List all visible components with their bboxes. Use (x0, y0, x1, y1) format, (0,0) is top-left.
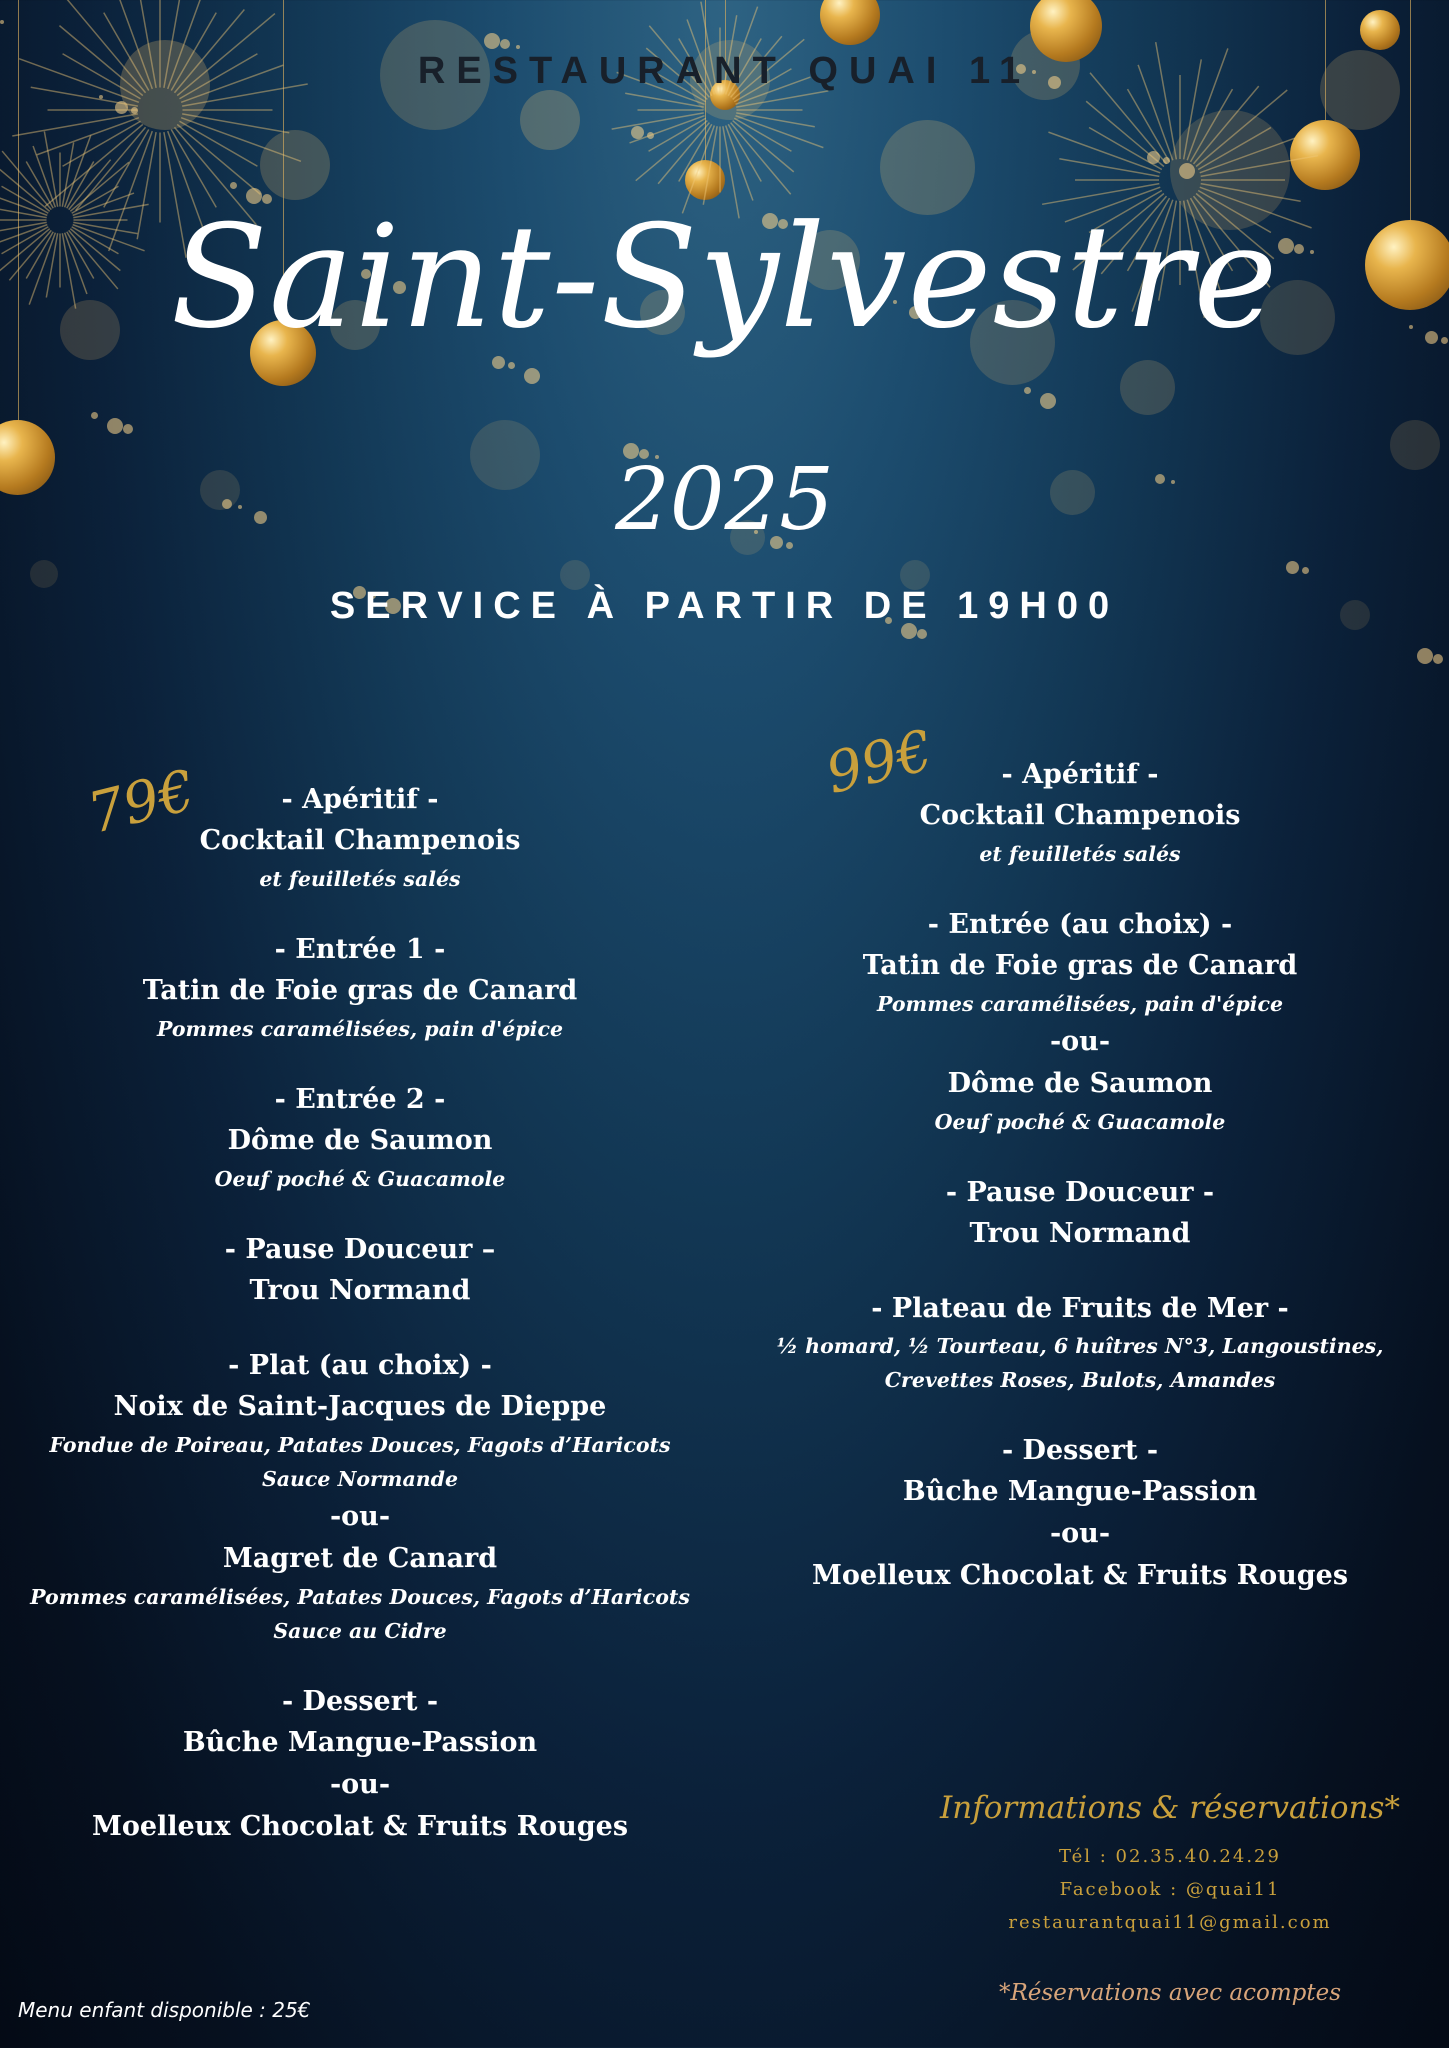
year: 2025 (615, 450, 834, 550)
course-heading: - Entrée (au choix) - (927, 909, 1233, 940)
course-heading: - Dessert - (281, 1686, 439, 1717)
dish-name: Moelleux Chocolat & Fruits Rouges (811, 1560, 1349, 1591)
dish-description: Sauce Normande (261, 1467, 459, 1491)
dish-description: Crevettes Roses, Bulots, Amandes (884, 1368, 1276, 1392)
course-heading: - Apéritif - (281, 784, 439, 815)
sparkle-dot (1417, 648, 1433, 664)
sparkle-dot (516, 45, 520, 49)
dish-name: -ou- (329, 1501, 391, 1532)
sparkle-dot (1024, 387, 1031, 394)
ornament-string (1410, 0, 1411, 222)
email: restaurantquai11@gmail.com (1008, 1912, 1332, 1933)
spacer (20, 1648, 700, 1682)
dish-name: Dôme de Saumon (227, 1125, 493, 1156)
dish-name: -ou- (1049, 1518, 1111, 1549)
dish-description: Sauce au Cidre (273, 1619, 447, 1643)
spacer (20, 1046, 700, 1080)
dish-description: Oeuf poché & Guacamole (214, 1167, 506, 1191)
course-heading: - Plateau de Fruits de Mer - (871, 1293, 1289, 1324)
dish-description: ½ homard, ½ Tourteau, 6 huîtres N°3, Langoustines, (776, 1334, 1384, 1358)
dish-name: -ou- (1049, 1026, 1111, 1057)
course-heading: - Entrée 1 - (274, 934, 446, 965)
course-heading: - Pause Douceur - (945, 1177, 1215, 1208)
page-title: Saint-Sylvestre (170, 195, 1279, 360)
dish-description: Fondue de Poireau, Patates Douces, Fagots d’Haricots (49, 1433, 671, 1457)
dish-description: Oeuf poché & Guacamole (934, 1110, 1226, 1134)
facebook-handle: Facebook : @quai11 (1059, 1879, 1281, 1900)
sparkle-dot (1433, 654, 1443, 664)
dish-name: Bûche Mangue-Passion (902, 1476, 1258, 1507)
service-time: SERVICE À PARTIR DE 19H00 (329, 585, 1120, 627)
sparkle-dot (524, 368, 540, 384)
sparkle-dot (1286, 561, 1299, 574)
bokeh-light (30, 560, 58, 588)
reservation-note: *Réservations avec acomptes (998, 1980, 1342, 2006)
spacer (770, 1397, 1390, 1431)
price-79: 79€ (81, 758, 202, 847)
sparkle-dot (107, 418, 123, 434)
dish-name: Cocktail Champenois (199, 825, 521, 856)
dish-name: Cocktail Champenois (919, 800, 1241, 831)
dish-description: Pommes caramélisées, Patates Douces, Fagots d’Haricots (30, 1585, 690, 1609)
bokeh-light (520, 90, 580, 150)
sparkle-dot (91, 412, 98, 419)
menu-99-column (770, 755, 1390, 1597)
spacer (770, 1255, 1390, 1289)
sparkle-dot (917, 629, 927, 639)
dish-name: Moelleux Chocolat & Fruits Rouges (91, 1811, 629, 1842)
course-heading: - Entrée 2 - (274, 1084, 446, 1115)
sparkle-dot (1302, 567, 1309, 574)
dish-name: Tatin de Foie gras de Canard (142, 975, 578, 1006)
course-heading: - Dessert - (1001, 1435, 1159, 1466)
dish-name: -ou- (329, 1769, 391, 1800)
sparkle-dot (1040, 393, 1056, 409)
kids-menu: Menu enfant disponible : 25€ (18, 1998, 311, 2022)
price-99: 99€ (819, 718, 940, 807)
dish-name: Magret de Canard (222, 1543, 498, 1574)
spacer (20, 1312, 700, 1346)
dish-name: Trou Normand (249, 1275, 471, 1306)
course-heading: - Pause Douceur – (224, 1234, 496, 1265)
dish-name: Noix de Saint-Jacques de Dieppe (113, 1391, 607, 1422)
firework-icon (610, 0, 830, 220)
spacer (770, 871, 1390, 905)
bokeh-light (1120, 360, 1175, 415)
sparkle-dot (508, 362, 515, 369)
info-title: Informations & réservations* (940, 1790, 1400, 1826)
dish-name: Trou Normand (969, 1218, 1191, 1249)
dish-description: et feuilletés salés (259, 867, 461, 891)
gold-ornament-icon (1360, 10, 1400, 50)
dish-description: et feuilletés salés (979, 842, 1181, 866)
restaurant-name: RESTAURANT QUAI 11 (417, 50, 1032, 92)
menu-79-column (20, 780, 700, 1848)
sparkle-dot (500, 39, 510, 49)
sparkle-dot (123, 424, 133, 434)
spacer (770, 1139, 1390, 1173)
sparkle-dot (0, 20, 4, 24)
dish-description: Pommes caramélisées, pain d'épice (877, 992, 1283, 1016)
course-heading: - Plat (au choix) - (228, 1350, 492, 1381)
dish-description: Pommes caramélisées, pain d'épice (157, 1017, 563, 1041)
sparkle-dot (484, 33, 500, 49)
course-heading: - Apéritif - (1001, 759, 1159, 790)
dish-name: Tatin de Foie gras de Canard (862, 950, 1298, 981)
phone: Tél : 02.35.40.24.29 (1059, 1846, 1281, 1867)
dish-name: Dôme de Saumon (947, 1068, 1213, 1099)
spacer (20, 896, 700, 930)
spacer (20, 1196, 700, 1230)
dish-name: Bûche Mangue-Passion (182, 1727, 538, 1758)
